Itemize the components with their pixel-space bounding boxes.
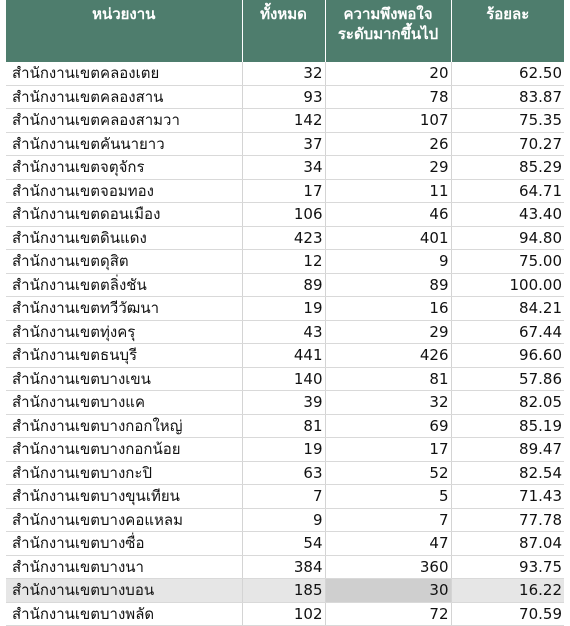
cell-satisfied: 81	[325, 367, 451, 391]
cell-unit: สำนักงานเขตบางขุนเทียน	[6, 485, 242, 509]
cell-percent: 82.54	[451, 461, 564, 485]
cell-total: 54	[242, 532, 325, 556]
cell-total: 7	[242, 485, 325, 509]
table-body	[6, 62, 564, 626]
cell-unit: สำนักงานเขตทุ่งครุ	[6, 320, 242, 344]
cell-satisfied: 5	[325, 485, 451, 509]
cell-satisfied: 32	[325, 391, 451, 415]
cell-percent: 89.47	[451, 438, 564, 462]
cell-unit: สำนักงานเขตบางกะปิ	[6, 461, 242, 485]
table-row[interactable]	[6, 109, 564, 133]
cell-satisfied: 426	[325, 344, 451, 368]
cell-unit: สำนักงานเขตคลองสาน	[6, 85, 242, 109]
satisfaction-table	[6, 0, 564, 626]
cell-satisfied: 78	[325, 85, 451, 109]
cell-total: 17	[242, 179, 325, 203]
cell-satisfied: 89	[325, 273, 451, 297]
cell-percent: 83.87	[451, 85, 564, 109]
cell-total: 81	[242, 414, 325, 438]
header-satisfied-line1: ความพึงพอใจ	[343, 5, 433, 23]
table-row[interactable]	[6, 62, 564, 85]
cell-satisfied: 9	[325, 250, 451, 274]
cell-total: 185	[242, 579, 325, 603]
cell-satisfied: 29	[325, 320, 451, 344]
table-row[interactable]	[6, 508, 564, 532]
table-header	[6, 0, 564, 62]
cell-total: 106	[242, 203, 325, 227]
cell-unit: สำนักงานเขตบางกอกน้อย	[6, 438, 242, 462]
cell-unit: สำนักงานเขตบางบอน	[6, 579, 242, 603]
table-row[interactable]	[6, 579, 564, 603]
cell-total: 39	[242, 391, 325, 415]
cell-percent: 84.21	[451, 297, 564, 321]
cell-unit: สำนักงานเขตบางกอกใหญ่	[6, 414, 242, 438]
cell-total: 19	[242, 438, 325, 462]
header-total[interactable]: ทั้งหมด	[242, 0, 325, 62]
cell-percent: 75.00	[451, 250, 564, 274]
cell-total: 34	[242, 156, 325, 180]
cell-total: 142	[242, 109, 325, 133]
table-row[interactable]	[6, 179, 564, 203]
cell-unit: สำนักงานเขตจอมทอง	[6, 179, 242, 203]
table-row[interactable]	[6, 485, 564, 509]
table-row[interactable]	[6, 85, 564, 109]
cell-percent: 64.71	[451, 179, 564, 203]
header-unit[interactable]: หน่วยงาน	[6, 0, 242, 62]
cell-unit: สำนักงานเขตธนบุรี	[6, 344, 242, 368]
cell-satisfied: 47	[325, 532, 451, 556]
table-row[interactable]	[6, 297, 564, 321]
cell-total: 102	[242, 602, 325, 626]
cell-total: 89	[242, 273, 325, 297]
cell-satisfied: 30	[325, 579, 451, 603]
table-row[interactable]	[6, 438, 564, 462]
cell-satisfied: 11	[325, 179, 451, 203]
cell-unit: สำนักงานเขตตลิ่งชัน	[6, 273, 242, 297]
cell-total: 423	[242, 226, 325, 250]
header-satisfied-line2: ระดับมากขึ้นไป	[337, 25, 439, 43]
table-row[interactable]	[6, 156, 564, 180]
cell-percent: 82.05	[451, 391, 564, 415]
cell-percent: 77.78	[451, 508, 564, 532]
cell-percent: 62.50	[451, 62, 564, 85]
cell-unit: สำนักงานเขตบางพลัด	[6, 602, 242, 626]
cell-percent: 57.86	[451, 367, 564, 391]
cell-satisfied: 46	[325, 203, 451, 227]
cell-percent: 16.22	[451, 579, 564, 603]
cell-percent: 71.43	[451, 485, 564, 509]
cell-total: 441	[242, 344, 325, 368]
cell-unit: สำนักงานเขตคันนายาว	[6, 132, 242, 156]
cell-satisfied: 360	[325, 555, 451, 579]
cell-satisfied: 17	[325, 438, 451, 462]
cell-unit: สำนักงานเขตดอนเมือง	[6, 203, 242, 227]
cell-satisfied: 401	[325, 226, 451, 250]
cell-percent: 94.80	[451, 226, 564, 250]
header-satisfied[interactable]	[325, 0, 451, 62]
cell-total: 43	[242, 320, 325, 344]
cell-total: 19	[242, 297, 325, 321]
table-row[interactable]	[6, 367, 564, 391]
cell-unit: สำนักงานเขตบางซื่อ	[6, 532, 242, 556]
table-row[interactable]	[6, 226, 564, 250]
table-row[interactable]	[6, 391, 564, 415]
cell-unit: สำนักงานเขตคลองสามวา	[6, 109, 242, 133]
cell-unit: สำนักงานเขตคลองเตย	[6, 62, 242, 85]
cell-percent: 43.40	[451, 203, 564, 227]
table-row[interactable]	[6, 320, 564, 344]
cell-percent: 70.27	[451, 132, 564, 156]
header-row	[6, 0, 564, 62]
cell-unit: สำนักงานเขตบางนา	[6, 555, 242, 579]
cell-unit: สำนักงานเขตจตุจักร	[6, 156, 242, 180]
table-row[interactable]	[6, 461, 564, 485]
cell-percent: 75.35	[451, 109, 564, 133]
cell-total: 9	[242, 508, 325, 532]
cell-satisfied: 7	[325, 508, 451, 532]
cell-percent: 70.59	[451, 602, 564, 626]
table-row[interactable]	[6, 344, 564, 368]
header-percent[interactable]: ร้อยละ	[451, 0, 564, 62]
cell-percent: 96.60	[451, 344, 564, 368]
cell-satisfied: 52	[325, 461, 451, 485]
cell-percent: 85.29	[451, 156, 564, 180]
cell-total: 384	[242, 555, 325, 579]
cell-unit: สำนักงานเขตบางคอแหลม	[6, 508, 242, 532]
cell-satisfied: 72	[325, 602, 451, 626]
table-row[interactable]	[6, 273, 564, 297]
cell-total: 37	[242, 132, 325, 156]
cell-satisfied: 20	[325, 62, 451, 85]
table-row[interactable]	[6, 414, 564, 438]
cell-percent: 85.19	[451, 414, 564, 438]
cell-total: 93	[242, 85, 325, 109]
cell-unit: สำนักงานเขตดุสิต	[6, 250, 242, 274]
cell-percent: 67.44	[451, 320, 564, 344]
table-row[interactable]	[6, 555, 564, 579]
cell-total: 140	[242, 367, 325, 391]
cell-satisfied: 29	[325, 156, 451, 180]
cell-percent: 93.75	[451, 555, 564, 579]
satisfaction-table-container	[6, 0, 564, 626]
cell-satisfied: 16	[325, 297, 451, 321]
table-row[interactable]	[6, 203, 564, 227]
cell-unit: สำนักงานเขตดินแดง	[6, 226, 242, 250]
table-row[interactable]	[6, 532, 564, 556]
table-row[interactable]	[6, 132, 564, 156]
cell-satisfied: 69	[325, 414, 451, 438]
cell-unit: สำนักงานเขตบางแค	[6, 391, 242, 415]
cell-unit: สำนักงานเขตบางเขน	[6, 367, 242, 391]
cell-total: 12	[242, 250, 325, 274]
cell-percent: 100.00	[451, 273, 564, 297]
cell-total: 32	[242, 62, 325, 85]
cell-satisfied: 26	[325, 132, 451, 156]
cell-unit: สำนักงานเขตทวีวัฒนา	[6, 297, 242, 321]
cell-satisfied: 107	[325, 109, 451, 133]
table-row[interactable]	[6, 250, 564, 274]
table-row[interactable]	[6, 602, 564, 626]
cell-total: 63	[242, 461, 325, 485]
cell-percent: 87.04	[451, 532, 564, 556]
